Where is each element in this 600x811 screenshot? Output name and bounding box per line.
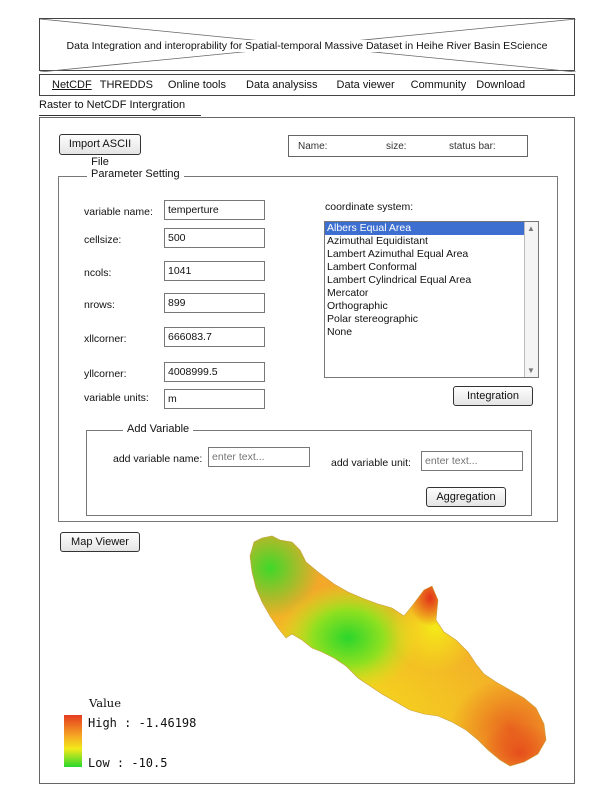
coord-option-lambert-cylindrical[interactable]: Lambert Cylindrical Equal Area [327,274,472,286]
scroll-up-icon[interactable]: ▲ [527,224,535,233]
coordinate-system-list[interactable] [324,221,539,378]
integration-button[interactable]: Integration [453,386,533,406]
legend-title: Value [89,696,121,710]
raster-map[interactable] [40,528,574,783]
variable-units-input[interactable]: m [164,389,265,409]
coord-option-mercator[interactable]: Mercator [327,287,369,299]
coord-option-lambert-conformal[interactable]: Lambert Conformal [327,261,417,273]
legend-low-label: Low : -10.5 [88,756,168,770]
legend-color-ramp [64,715,82,767]
nav-item-data-viewer[interactable]: Data viewer [336,79,395,91]
coord-option-albers[interactable]: Albers Equal Area [325,222,524,235]
coord-option-polar-stereographic[interactable]: Polar stereographic [327,313,419,325]
map-viewer-button[interactable]: Map Viewer [60,532,140,552]
status-box [288,135,528,157]
xllcorner-label: xllcorner: [84,333,127,345]
legend-high-label: High : -1.46198 [88,716,197,730]
xllcorner-input[interactable]: 666083.7 [164,327,265,347]
tab-raster-to-netcdf[interactable]: Raster to NetCDF Intergration [39,99,186,111]
variable-name-label: variable name: [84,206,153,218]
scroll-down-icon[interactable]: ▼ [527,366,535,375]
import-ascii-button[interactable]: Import ASCII File [59,134,141,155]
nav-item-download[interactable]: Download [476,79,526,91]
coordinate-system-label: coordinate system: [325,201,414,213]
status-size-label: size: [386,141,407,152]
variable-units-label: variable units: [84,392,149,404]
tab-underline [39,115,201,116]
nav-item-online-tools[interactable]: Online tools [167,79,226,91]
ncols-label: ncols: [84,267,112,279]
status-name-label: Name: [298,141,328,152]
ncols-input[interactable]: 1041 [164,261,265,281]
coord-option-azimuthal-equidistant[interactable]: Azimuthal Equidistant [327,235,428,247]
header-title: Data Integration and interoprability for Spatial-temporal Massive Dataset in Heihe River Basin EScience [66,40,548,52]
aggregation-button[interactable]: Aggregation [426,487,506,507]
add-variable-unit-label: add variable unit: [331,457,411,469]
nrows-input[interactable]: 899 [164,293,265,313]
coord-option-lambert-azimuthal[interactable]: Lambert Azimuthal Equal Area [327,248,469,260]
coord-option-none[interactable]: None [327,326,353,338]
status-bar-label: status bar: [449,141,496,152]
cellsize-input[interactable]: 500 [164,228,265,248]
main-nav [39,74,575,96]
nav-item-thredds[interactable]: THREDDS [99,79,153,91]
coord-option-orthographic[interactable]: Orthographic [327,300,388,312]
nav-item-data-analysis[interactable]: Data analysiss [246,79,318,91]
nav-item-netcdf[interactable]: NetCDF [52,79,92,91]
yllcorner-input[interactable]: 4008999.5 [164,362,265,382]
parameter-setting-legend: Parameter Setting [87,168,184,180]
add-variable-unit-input[interactable] [421,451,523,471]
yllcorner-label: yllcorner: [84,368,127,380]
list-scrollbar[interactable] [524,222,538,377]
nav-item-community[interactable]: Community [410,79,467,91]
add-variable-legend: Add Variable [123,423,193,435]
variable-name-input[interactable]: temperture [164,200,265,220]
add-variable-name-label: add variable name: [113,453,203,465]
cellsize-label: cellsize: [84,234,122,246]
add-variable-name-input[interactable] [208,447,310,467]
header-banner [39,18,575,71]
nrows-label: nrows: [84,299,115,311]
